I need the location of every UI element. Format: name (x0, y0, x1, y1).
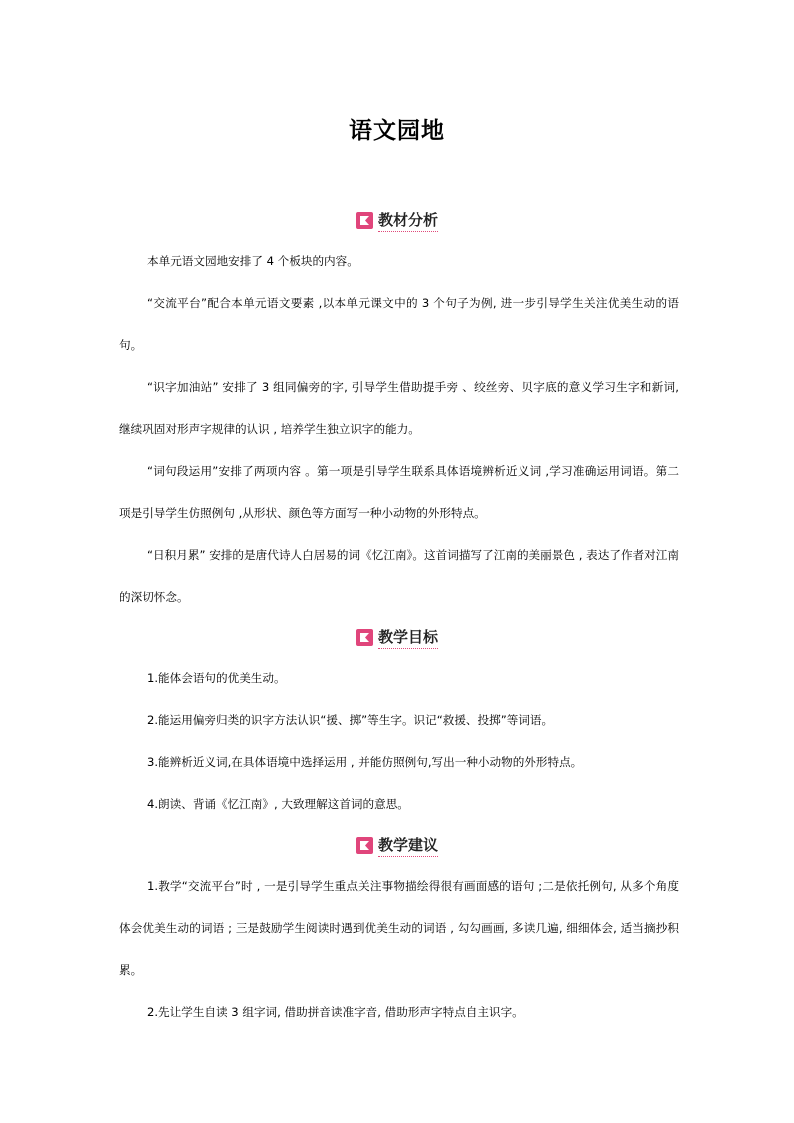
paragraph: 1.教学“交流平台”时 , 一是引导学生重点关注事物描绘得很有画面感的语句 ;二是依托例句, 从多个角度体会优美生动的词语 ; 三是鼓励学生阅读时遇到优美生动的词语 , 勾勾画画, 多读几遍, 细细体会, 适当摘抄积累。 (119, 879, 679, 977)
bookmark-icon (356, 629, 373, 646)
paragraph: “日积月累” 安排的是唐代诗人白居易的词《忆江南》。这首词描写了江南的美丽景色 , 表达了作者对江南的深切怀念。 (119, 548, 679, 604)
paragraph: “交流平台”配合本单元语文要素 ,以本单元课文中的 3 个句子为例, 进一步引导学生关注优美生动的语句。 (119, 296, 679, 352)
page-title: 语文园地 (349, 118, 445, 144)
section-heading-text: 教学建议 (378, 834, 438, 857)
list-item: 1.能体会语句的优美生动。 (147, 671, 286, 685)
list-item: 3.能辨析近义词,在具体语境中选择运用 , 并能仿照例句,写出一种小动物的外形特点。 (147, 755, 583, 769)
section-heading-suggestions (0, 834, 794, 857)
list-item: 2.能运用偏旁归类的识字方法认识“援、掷”等生字。识记“救援、投掷”等词语。 (147, 713, 554, 727)
section-heading-goals (0, 626, 794, 649)
section-heading-text: 教材分析 (378, 209, 438, 232)
paragraph: 本单元语文园地安排了 4 个板块的内容。 (147, 254, 359, 268)
paragraph: “词句段运用”安排了两项内容 。第一项是引导学生联系具体语境辨析近义词 ,学习准确运用词语。第二项是引导学生仿照例句 ,从形状、颜色等方面写一种小动物的外形特点。 (119, 464, 679, 520)
section-heading-analysis (0, 209, 794, 232)
section-heading-text: 教学目标 (378, 626, 438, 649)
list-item: 4.朗读、背诵《忆江南》, 大致理解这首词的意思。 (147, 797, 409, 811)
paragraph: 2.先让学生自读 3 组字词, 借助拼音读准字音, 借助形声字特点自主识字。 (147, 1005, 524, 1019)
bookmark-icon (356, 212, 373, 229)
paragraph: “识字加油站” 安排了 3 组同偏旁的字, 引导学生借助提手旁 、绞丝旁、贝字底的意义学习生字和新词, 继续巩固对形声字规律的认识 , 培养学生独立识字的能力。 (119, 380, 679, 436)
bookmark-icon (356, 837, 373, 854)
